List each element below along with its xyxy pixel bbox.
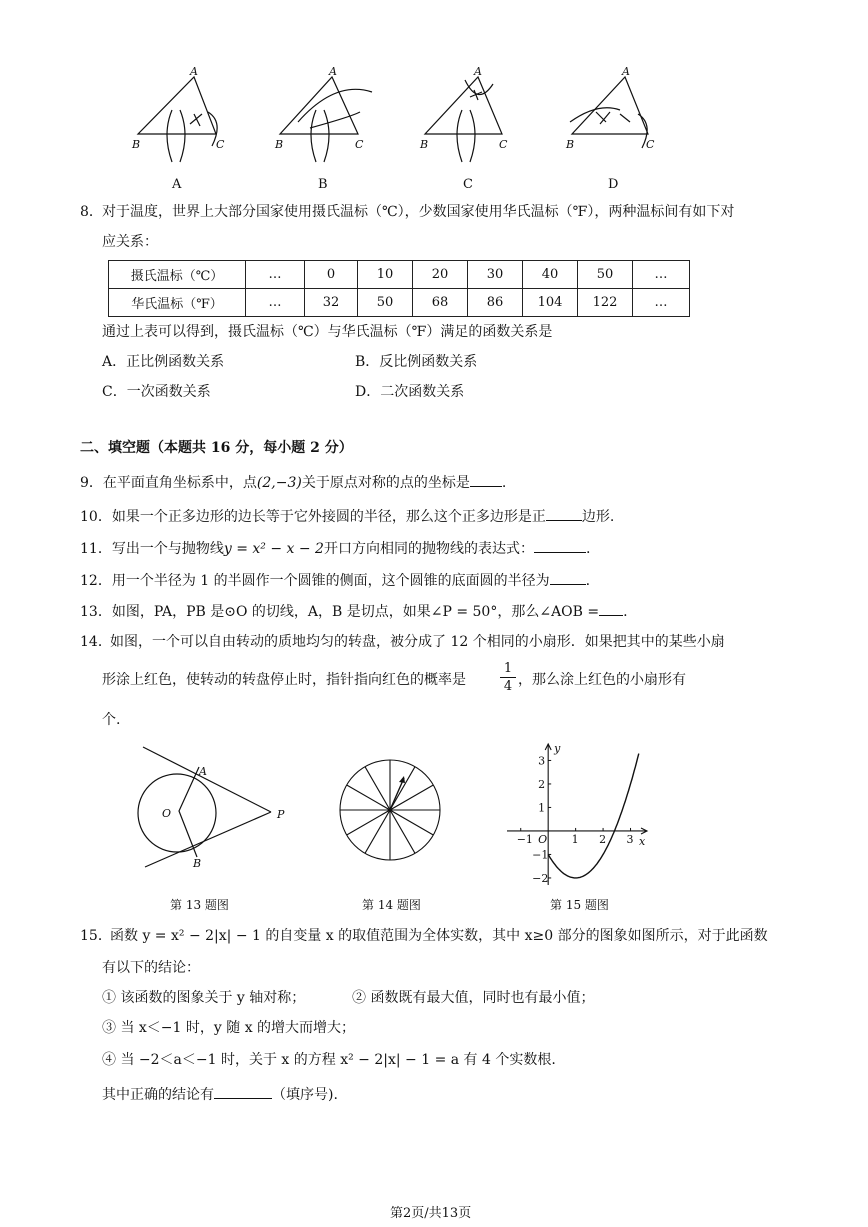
fig-b-vertex-a: A [329, 65, 337, 78]
q9-text-b: 关于原点对称的点的坐标是 [301, 475, 470, 491]
table-cell: 32 [305, 289, 358, 317]
table-cell: 50 [578, 261, 633, 289]
fig15-y-tick-label: 1 [538, 801, 546, 815]
q14-line2-a: 形涂上红色，使转动的转盘停止时，指针指向红色的概率是 [102, 672, 466, 688]
fig15-origin-label: O [538, 832, 548, 846]
q9-line [80, 472, 506, 493]
table-cell: 10 [358, 261, 413, 289]
q11-end: . [585, 541, 591, 557]
fig15-x-tick-label: 3 [626, 832, 634, 846]
q15-conclusion-1: ① 该函数的图象关于 y 轴对称； [102, 990, 306, 1006]
q12-number: 12． [80, 573, 112, 589]
q15-conclusion-3: ③ 当 x＜−1 时，y 随 x 的增大而增大； [102, 1020, 356, 1036]
fig15-y-tick-label: 3 [538, 754, 546, 768]
q8-option-a: A．正比例函数关系 [102, 354, 225, 370]
q14-line1: 如图，一个可以自由转动的质地均匀的转盘，被分成了 12 个相同的小扇形．如果把其中的某些小扇 [110, 634, 725, 650]
fig15-x-tick-label: 1 [571, 832, 579, 846]
fig13-label-p: P [277, 808, 285, 821]
q12-text: 用一个半径为 1 的半圆作一个圆锥的侧面，这个圆锥的底面圆的半径为 [111, 573, 550, 589]
q10-text-b: 边形. [581, 509, 615, 525]
table-cell: … [246, 289, 305, 317]
q11-formula: y = x² − x − 2 [223, 541, 324, 557]
q14-frac-den: 4 [503, 679, 513, 694]
q8-question: 通过上表可以得到，摄氏温标（℃）与华氏温标（℉）满足的函数关系是 [102, 324, 553, 340]
q13-number: 13． [80, 604, 112, 620]
fig15-y-tick-label: −1 [532, 848, 549, 862]
fig13-label-o: O [162, 807, 172, 820]
q15-answer-a: 其中正确的结论有 [102, 1087, 214, 1103]
page-number: 第2页/共13页 [390, 1206, 472, 1221]
fig-d-vertex-a: A [622, 65, 630, 78]
fig15-curve [548, 754, 639, 878]
q10-line [80, 506, 614, 527]
fig15-graph [503, 738, 653, 893]
table-cell: 20 [413, 261, 468, 289]
fig-label-d: D [608, 177, 619, 192]
q14-fraction [500, 660, 516, 695]
q13-answer-blank[interactable] [599, 601, 623, 616]
q14-line3: 个. [102, 712, 121, 728]
q13-line [80, 601, 628, 622]
q10-text-a: 如果一个正多边形的边长等于它外接圆的半径，那么这个正多边形是正 [111, 509, 546, 525]
q9-point: (2,−3) [256, 475, 302, 491]
fig-c-vertex-a: A [474, 65, 482, 78]
q14-number: 14． [80, 634, 112, 650]
table-cell: … [246, 261, 305, 289]
fig15-y-tick-label: 2 [538, 777, 546, 791]
q15-answer-line [102, 1084, 338, 1105]
table-cell: 0 [305, 261, 358, 289]
q15-line1: 函数 y = x² − 2|x| − 1 的自变量 x 的取值范围为全体实数，其中 x≥0 部分的图象如图所示，对于此函数 [110, 928, 768, 944]
q15-line2: 有以下的结论： [102, 960, 200, 976]
table-cell: 68 [413, 289, 468, 317]
q11-number: 11． [80, 541, 112, 557]
spinner-pointer [390, 778, 404, 810]
fig-b-vertex-c: C [355, 138, 364, 151]
q15-answer-b: （填序号). [272, 1087, 338, 1103]
q8-option-d: D．二次函数关系 [355, 384, 465, 400]
fig13-label-a: A [199, 765, 207, 778]
q11-text-a: 写出一个与抛物线 [111, 541, 224, 557]
q10-number: 10． [80, 509, 112, 525]
q12-answer-blank[interactable] [550, 570, 586, 585]
fig14-spinner [338, 758, 442, 862]
q14-frac-num: 1 [500, 660, 516, 678]
fig15-y-axis-label: y [554, 742, 561, 755]
q8-option-b: B．反比例函数关系 [355, 354, 478, 370]
fig14-caption: 第 14 题图 [362, 898, 421, 912]
q12-line [80, 570, 590, 591]
q13-end: . [623, 604, 628, 620]
fig15-y-tick-label: −2 [532, 871, 549, 885]
q11-line [80, 538, 590, 559]
table-row-celsius [109, 261, 690, 289]
table-cell: 86 [468, 289, 523, 317]
q15-answer-blank[interactable] [214, 1084, 272, 1099]
table-row-fahrenheit [109, 289, 690, 317]
q15-number: 15． [80, 928, 112, 944]
table-cell: 104 [523, 289, 578, 317]
fig-d-vertex-b: B [566, 138, 575, 151]
table-cell: … [633, 289, 690, 317]
q8-text-line1: 对于温度，世界上大部分国家使用摄氏温标（℃），少数国家使用华氏温标（℉），两种温标间有如下对 [102, 204, 735, 220]
q9-text-a: 在平面直角坐标系中，点 [102, 475, 257, 491]
fig-label-a: A [172, 177, 182, 192]
q8-number: 8． [80, 204, 103, 220]
fig15-x-axis-label: x [639, 834, 646, 848]
pointer-arrow-icon [399, 776, 405, 783]
fig13-tangent-diagram [125, 745, 295, 875]
table-cell: … [633, 261, 690, 289]
fig13-label-b: B [193, 857, 202, 870]
q9-answer-blank[interactable] [470, 472, 502, 487]
q11-answer-blank[interactable] [534, 538, 586, 553]
fig-d-vertex-c: C [646, 138, 655, 151]
fig-label-c: C [463, 177, 473, 192]
table-cell: 122 [578, 289, 633, 317]
fig-a-vertex-b: B [132, 138, 141, 151]
q11-text-b: 开口方向相同的抛物线的表达式： [323, 541, 534, 557]
fig-a-vertex-a: A [190, 65, 198, 78]
q15-conclusion-2: ② 函数既有最大值，同时也有最小值； [352, 990, 595, 1006]
q9-end: . [501, 475, 507, 491]
fig-a-vertex-c: C [216, 138, 225, 151]
table-cell: 40 [523, 261, 578, 289]
table-cell: 30 [468, 261, 523, 289]
q15-conclusion-4: ④ 当 −2＜a＜−1 时，关于 x 的方程 x² − 2|x| − 1 = a 有 4 个实数根. [102, 1052, 556, 1068]
fig15-caption: 第 15 题图 [550, 898, 609, 912]
q8-text-line2: 应关系： [102, 234, 158, 250]
q8-option-c: C．一次函数关系 [102, 384, 211, 400]
q12-end: . [585, 573, 591, 589]
q10-answer-blank[interactable] [546, 506, 582, 521]
fig-label-b: B [318, 177, 328, 192]
q13-text: 如图，PA，PB 是⊙O 的切线，A，B 是切点，如果∠P = 50°，那么∠AOB = [111, 604, 600, 620]
q14-line2-b: ，那么涂上红色的小扇形有 [518, 672, 686, 688]
q9-number: 9． [80, 475, 103, 491]
fig-c-vertex-b: B [420, 138, 429, 151]
temperature-table [108, 260, 690, 317]
fig-c-vertex-c: C [499, 138, 508, 151]
fig15-x-tick-label: 2 [599, 832, 607, 846]
fig13-caption: 第 13 题图 [170, 898, 229, 912]
table-cell: 摄氏温标（℃） [109, 261, 246, 289]
fig-b-vertex-b: B [275, 138, 284, 151]
table-cell: 华氏温标（℉） [109, 289, 246, 317]
q7-figures [120, 62, 680, 197]
section-heading: 二、填空题（本题共 16 分，每小题 2 分） [80, 440, 353, 456]
table-cell: 50 [358, 289, 413, 317]
fig15-x-tick-label: −1 [516, 832, 533, 846]
